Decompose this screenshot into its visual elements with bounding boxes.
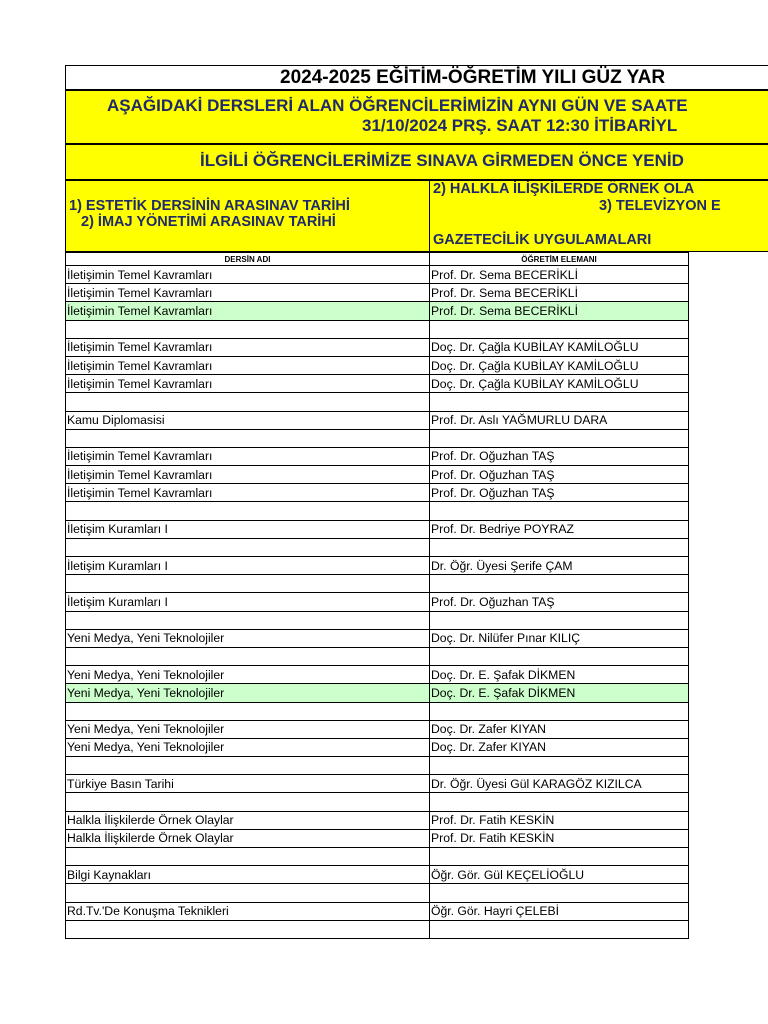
column-header-instructor: ÖĞRETİM ELEMANI	[430, 253, 689, 266]
instructor-cell: Prof. Dr. Aslı YAĞMURLU DARA	[430, 411, 689, 429]
table-row	[66, 702, 689, 720]
instructor-cell	[430, 757, 689, 775]
instructor-cell	[430, 611, 689, 629]
instructor-cell	[430, 320, 689, 338]
table-row	[66, 684, 689, 702]
instructor-cell	[430, 702, 689, 720]
course-name-cell: Bilgi Kaynakları	[66, 866, 430, 884]
course-name-cell: İletişimin Temel Kavramları	[66, 302, 430, 320]
course-name-cell: Türkiye Basın Tarihi	[66, 775, 430, 793]
instructor-cell: Prof. Dr. Sema BECERİKLİ	[430, 284, 689, 302]
table-row	[66, 484, 689, 502]
table-body	[66, 266, 689, 939]
table-row	[66, 902, 689, 920]
table-row	[66, 720, 689, 738]
instructor-cell: Prof. Dr. Sema BECERİKLİ	[430, 266, 689, 284]
instructor-cell	[430, 502, 689, 520]
table-row	[66, 502, 689, 520]
course-name-cell	[66, 920, 430, 938]
instructor-cell	[430, 848, 689, 866]
course-name-cell: Halkla İlişkilerde Örnek Olaylar	[66, 829, 430, 847]
instructor-cell: Doç. Dr. Nilüfer Pınar KILIÇ	[430, 629, 689, 647]
table-row	[66, 793, 689, 811]
course-name-cell: İletişimin Temel Kavramları	[66, 484, 430, 502]
instructor-cell	[430, 647, 689, 665]
course-name-cell: İletişim Kuramları I	[66, 520, 430, 538]
table-row	[66, 829, 689, 847]
document-title-row	[65, 65, 768, 90]
course-name-cell: Yeni Medya, Yeni Teknolojiler	[66, 720, 430, 738]
course-name-cell: Halkla İlişkilerde Örnek Olaylar	[66, 811, 430, 829]
table-row	[66, 520, 689, 538]
instructor-cell: Prof. Dr. Oğuzhan TAŞ	[430, 466, 689, 484]
table-row	[66, 629, 689, 647]
instructor-cell	[430, 393, 689, 411]
course-name-cell	[66, 647, 430, 665]
exam-right-line-1: 2) HALKLA İLİŞKİLERDE ÖRNEK OLA	[433, 181, 695, 197]
instructor-cell	[430, 920, 689, 938]
table-row	[66, 866, 689, 884]
notice-line-1: AŞAĞIDAKİ DERSLERİ ALAN ÖĞRENCİLERİMİZİN AYNI GÜN VE SAATE	[107, 96, 688, 115]
instructor-cell	[430, 429, 689, 447]
course-name-cell	[66, 538, 430, 556]
table-row	[66, 884, 689, 902]
course-name-cell: İletişimin Temel Kavramları	[66, 447, 430, 465]
instructor-cell: Dr. Öğr. Üyesi Şerife ÇAM	[430, 557, 689, 575]
instructor-cell: Doç. Dr. Çağla KUBİLAY KAMİLOĞLU	[430, 338, 689, 356]
instructor-cell	[430, 538, 689, 556]
instructor-cell: Prof. Dr. Fatih KESKİN	[430, 829, 689, 847]
table-row	[66, 375, 689, 393]
document-title: 2024-2025 EĞİTİM-ÖĞRETİM YILI GÜZ YAR	[280, 67, 666, 88]
instructor-cell: Doç. Dr. Çağla KUBİLAY KAMİLOĞLU	[430, 356, 689, 374]
table-row	[66, 393, 689, 411]
table-row	[66, 538, 689, 556]
course-name-cell: İletişimin Temel Kavramları	[66, 375, 430, 393]
table-row	[66, 447, 689, 465]
course-name-cell: İletişimin Temel Kavramları	[66, 466, 430, 484]
table-row	[66, 284, 689, 302]
exam-right-line-3: GAZETECİLİK UYGULAMALARI	[433, 232, 652, 248]
course-name-cell: Yeni Medya, Yeni Teknolojiler	[66, 629, 430, 647]
table-row	[66, 920, 689, 938]
course-name-cell: İletişim Kuramları I	[66, 593, 430, 611]
course-name-cell	[66, 848, 430, 866]
course-name-cell	[66, 575, 430, 593]
table-row	[66, 811, 689, 829]
table-row	[66, 647, 689, 665]
table-row	[66, 611, 689, 629]
column-header-course: DERSİN ADI	[66, 253, 430, 266]
instructor-cell: Öğr. Gör. Hayri ÇELEBİ	[430, 902, 689, 920]
exam-header-right	[429, 180, 768, 252]
instructor-cell: Öğr. Gör. Gül KEÇELİOĞLU	[430, 866, 689, 884]
table-row	[66, 338, 689, 356]
table-row	[66, 848, 689, 866]
course-name-cell: İletişimin Temel Kavramları	[66, 284, 430, 302]
instructor-cell: Prof. Dr. Oğuzhan TAŞ	[430, 593, 689, 611]
notice-banner	[65, 90, 768, 144]
table-row	[66, 557, 689, 575]
table-row	[66, 320, 689, 338]
course-name-cell: Rd.Tv.'De Konuşma Teknikleri	[66, 902, 430, 920]
instructor-cell: Doç. Dr. E. Şafak DİKMEN	[430, 666, 689, 684]
instructor-cell: Prof. Dr. Bedriye POYRAZ	[430, 520, 689, 538]
instructor-cell: Dr. Öğr. Üyesi Gül KARAGÖZ KIZILCA	[430, 775, 689, 793]
table-row	[66, 738, 689, 756]
course-name-cell	[66, 502, 430, 520]
instructor-cell: Prof. Dr. Oğuzhan TAŞ	[430, 484, 689, 502]
course-name-cell	[66, 320, 430, 338]
instructor-cell	[430, 575, 689, 593]
exam-left-line-2: 2) İMAJ YÖNETİMİ ARASINAV TARİHİ	[81, 214, 336, 230]
instructor-cell: Doç. Dr. Zafer KIYAN	[430, 738, 689, 756]
course-name-cell: Yeni Medya, Yeni Teknolojiler	[66, 738, 430, 756]
course-name-cell: Yeni Medya, Yeni Teknolojiler	[66, 684, 430, 702]
instructor-cell: Doç. Dr. Çağla KUBİLAY KAMİLOĞLU	[430, 375, 689, 393]
course-name-cell: Kamu Diplomasisi	[66, 411, 430, 429]
exam-header-left	[65, 180, 430, 252]
course-name-cell	[66, 793, 430, 811]
course-name-cell	[66, 757, 430, 775]
table-row	[66, 356, 689, 374]
instructor-cell: Prof. Dr. Oğuzhan TAŞ	[430, 447, 689, 465]
instructor-cell: Doç. Dr. E. Şafak DİKMEN	[430, 684, 689, 702]
table-header-row	[66, 253, 689, 266]
course-name-cell: İletişimin Temel Kavramları	[66, 356, 430, 374]
course-name-cell: İletişimin Temel Kavramları	[66, 266, 430, 284]
notice-line-2: 31/10/2024 PRŞ. SAAT 12:30 İTİBARİYL	[362, 116, 678, 135]
instructor-cell	[430, 884, 689, 902]
course-table	[65, 252, 689, 939]
table-row	[66, 575, 689, 593]
notice-banner-2	[65, 144, 768, 180]
course-name-cell	[66, 429, 430, 447]
table-row	[66, 666, 689, 684]
course-name-cell: İletişimin Temel Kavramları	[66, 338, 430, 356]
table-row	[66, 411, 689, 429]
table-row	[66, 593, 689, 611]
course-name-cell	[66, 702, 430, 720]
instructor-cell: Doç. Dr. Zafer KIYAN	[430, 720, 689, 738]
table-row	[66, 757, 689, 775]
table-row	[66, 429, 689, 447]
table-row	[66, 266, 689, 284]
course-name-cell	[66, 611, 430, 629]
course-name-cell	[66, 884, 430, 902]
exam-left-line-1: 1) ESTETİK DERSİNİN ARASINAV TARİHİ	[69, 198, 350, 214]
instructor-cell	[430, 793, 689, 811]
notice-line-3: İLGİLİ ÖĞRENCİLERİMİZE SINAVA GİRMEDEN ÖNCE YENİD	[200, 151, 684, 170]
course-name-cell: Yeni Medya, Yeni Teknolojiler	[66, 666, 430, 684]
table-row	[66, 302, 689, 320]
exam-right-line-2: 3) TELEVİZYON E	[599, 198, 721, 214]
table-row	[66, 466, 689, 484]
course-name-cell	[66, 393, 430, 411]
table-row	[66, 775, 689, 793]
instructor-cell: Prof. Dr. Sema BECERİKLİ	[430, 302, 689, 320]
course-name-cell: İletişim Kuramları I	[66, 557, 430, 575]
instructor-cell: Prof. Dr. Fatih KESKİN	[430, 811, 689, 829]
